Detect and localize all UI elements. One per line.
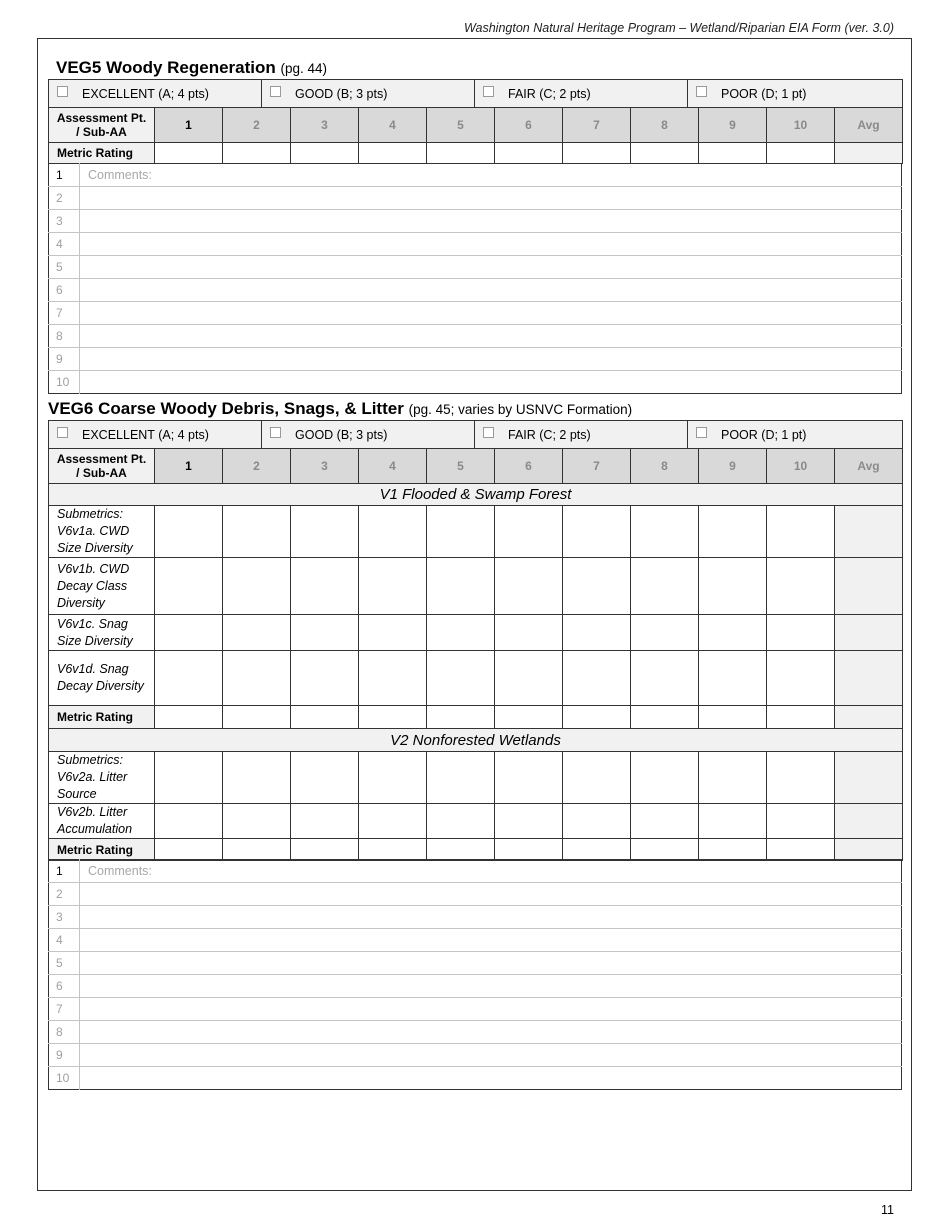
- veg6-title-text: VEG6 Coarse Woody Debris, Snags, & Litter: [48, 399, 404, 418]
- comment-row-number: 6: [49, 279, 80, 302]
- label-line: Submetrics:: [57, 753, 123, 767]
- checkbox-icon[interactable]: [483, 86, 494, 97]
- grid-cell[interactable]: [359, 558, 427, 615]
- grid-cell[interactable]: [563, 615, 631, 651]
- grid-cell[interactable]: [631, 558, 699, 615]
- grid-cell[interactable]: [427, 839, 495, 861]
- grid-cell[interactable]: [767, 558, 835, 615]
- rating-label: EXCELLENT (A; 4 pts): [82, 428, 209, 442]
- rating-label: GOOD (B; 3 pts): [295, 428, 388, 442]
- veg5-title-text: VEG5 Woody Regeneration: [56, 58, 276, 77]
- comment-row-number: 5: [49, 256, 80, 279]
- grid-cell[interactable]: [495, 143, 563, 164]
- v1-heading-row: [49, 484, 903, 506]
- grid-cell[interactable]: [155, 506, 223, 558]
- grid-cell[interactable]: [359, 839, 427, 861]
- veg6-title: [48, 399, 632, 419]
- label-line: / Sub-AA: [76, 466, 127, 480]
- v2-heading-row: [49, 729, 903, 752]
- comment-row-number: 9: [49, 348, 80, 371]
- grid-cell[interactable]: [155, 839, 223, 861]
- submetric-label: [49, 558, 155, 615]
- grid-cell[interactable]: [563, 506, 631, 558]
- col-header: 2: [223, 108, 291, 143]
- veg5-grid: [48, 107, 903, 164]
- label-line: V6v1b. CWD: [57, 561, 130, 576]
- grid-cell[interactable]: [631, 706, 699, 729]
- metric-rating-label: Metric Rating: [49, 839, 155, 861]
- comment-field[interactable]: [80, 998, 902, 1021]
- submetric-label: [49, 651, 155, 706]
- submetric-row: [49, 752, 903, 804]
- comment-field[interactable]: [80, 279, 902, 302]
- grid-cell[interactable]: [427, 506, 495, 558]
- veg5-rating-good[interactable]: [262, 80, 475, 108]
- grid-cell[interactable]: [699, 651, 767, 706]
- comment-field[interactable]: [80, 883, 902, 906]
- grid-cell[interactable]: [359, 651, 427, 706]
- grid-cell[interactable]: [699, 804, 767, 839]
- grid-cell[interactable]: [359, 706, 427, 729]
- grid-cell[interactable]: [631, 839, 699, 861]
- grid-cell[interactable]: [291, 143, 359, 164]
- comment-row-number: 10: [49, 371, 80, 394]
- grid-cell[interactable]: [427, 706, 495, 729]
- veg5-comments: [48, 163, 902, 394]
- rating-label: POOR (D; 1 pt): [721, 428, 807, 442]
- comment-field[interactable]: [80, 1021, 902, 1044]
- grid-cell[interactable]: [427, 143, 495, 164]
- col-header: 4: [359, 108, 427, 143]
- grid-cell[interactable]: [359, 752, 427, 804]
- col-header: 9: [699, 108, 767, 143]
- submetric-label: [49, 506, 155, 558]
- assessment-pt-label: [49, 449, 155, 484]
- metric-rating-label: Metric Rating: [49, 143, 155, 164]
- avg-cell: [835, 706, 903, 729]
- veg5-rating-fair[interactable]: [475, 80, 688, 108]
- grid-cell[interactable]: [291, 706, 359, 729]
- metric-rating-label: Metric Rating: [49, 706, 155, 729]
- submetric-row: [49, 651, 903, 706]
- grid-cell[interactable]: [223, 506, 291, 558]
- label-line: Decay Class: [57, 578, 128, 593]
- grid-cell[interactable]: [291, 651, 359, 706]
- grid-cell[interactable]: [495, 506, 563, 558]
- page-number: 11: [881, 1203, 894, 1217]
- avg-cell: [835, 506, 903, 558]
- grid-header-row: [49, 108, 903, 143]
- label-line: Assessment Pt.: [56, 452, 147, 466]
- comment-field[interactable]: [80, 302, 902, 325]
- comment-field[interactable]: [80, 256, 902, 279]
- label-line: Assessment Pt.: [56, 111, 147, 125]
- comment-field[interactable]: Comments:: [88, 864, 152, 878]
- submetric-row: [49, 615, 903, 651]
- grid-cell[interactable]: [427, 615, 495, 651]
- grid-cell[interactable]: [495, 558, 563, 615]
- grid-cell[interactable]: [699, 558, 767, 615]
- comment-row-number: 2: [49, 883, 80, 906]
- veg5-title: [56, 58, 327, 78]
- grid-cell[interactable]: [631, 651, 699, 706]
- grid-cell[interactable]: [223, 558, 291, 615]
- grid-cell[interactable]: [767, 143, 835, 164]
- comment-row-number: 4: [49, 233, 80, 256]
- grid-cell[interactable]: [563, 706, 631, 729]
- checkbox-icon[interactable]: [270, 86, 281, 97]
- veg6-rating-good[interactable]: [262, 421, 475, 449]
- grid-cell[interactable]: [223, 839, 291, 861]
- label-line: Source: [57, 787, 97, 801]
- grid-cell[interactable]: [291, 804, 359, 839]
- comment-field[interactable]: [80, 233, 902, 256]
- comment-field[interactable]: [80, 906, 902, 929]
- col-header: 1: [155, 449, 223, 484]
- checkbox-icon[interactable]: [696, 86, 707, 97]
- comment-field[interactable]: [80, 929, 902, 952]
- grid-cell[interactable]: [631, 804, 699, 839]
- grid-cell[interactable]: [495, 706, 563, 729]
- col-header: 5: [427, 449, 495, 484]
- submetric-label: [49, 615, 155, 651]
- grid-cell[interactable]: [767, 651, 835, 706]
- grid-cell[interactable]: [699, 506, 767, 558]
- veg6-rating-poor[interactable]: [688, 421, 903, 449]
- comment-row-number: 9: [49, 1044, 80, 1067]
- veg5-rating-excellent[interactable]: [49, 80, 262, 108]
- comment-row-number: 7: [49, 998, 80, 1021]
- comment-row-number: 2: [49, 187, 80, 210]
- metric-rating-row: [49, 143, 903, 164]
- grid-cell[interactable]: [427, 651, 495, 706]
- submetric-row: [49, 558, 903, 615]
- grid-cell[interactable]: [359, 506, 427, 558]
- grid-cell[interactable]: [563, 143, 631, 164]
- label-line: V6v2a. Litter: [57, 770, 128, 784]
- grid-cell[interactable]: [427, 752, 495, 804]
- veg6-rating-fair[interactable]: [475, 421, 688, 449]
- col-header: 6: [495, 449, 563, 484]
- grid-cell[interactable]: [563, 558, 631, 615]
- grid-cell[interactable]: [767, 839, 835, 861]
- avg-cell: [835, 651, 903, 706]
- assessment-pt-label: [49, 108, 155, 143]
- grid-cell[interactable]: [155, 752, 223, 804]
- comment-field[interactable]: [80, 325, 902, 348]
- label-line: V6v1c. Snag: [57, 616, 128, 631]
- veg6-comments: [48, 859, 902, 1090]
- rating-label: FAIR (C; 2 pts): [508, 428, 591, 442]
- grid-cell[interactable]: [155, 615, 223, 651]
- avg-cell: [835, 558, 903, 615]
- grid-cell[interactable]: [155, 143, 223, 164]
- grid-cell[interactable]: [495, 839, 563, 861]
- grid-cell[interactable]: [563, 752, 631, 804]
- veg5-rating-poor[interactable]: [688, 80, 903, 108]
- label-line: Diversity: [57, 595, 105, 610]
- grid-cell[interactable]: [291, 558, 359, 615]
- avg-cell: [835, 839, 903, 861]
- col-header: 2: [223, 449, 291, 484]
- grid-cell[interactable]: [155, 651, 223, 706]
- grid-cell[interactable]: [359, 143, 427, 164]
- grid-cell[interactable]: [767, 506, 835, 558]
- veg5-page-ref: (pg. 44): [280, 61, 328, 76]
- grid-cell[interactable]: [563, 651, 631, 706]
- grid-cell[interactable]: [631, 506, 699, 558]
- submetric-label: [49, 752, 155, 804]
- grid-cell[interactable]: [767, 706, 835, 729]
- comment-field[interactable]: [80, 952, 902, 975]
- col-header: 5: [427, 108, 495, 143]
- col-header: 6: [495, 108, 563, 143]
- label-line: Size Diversity: [57, 541, 133, 555]
- comment-row-number: 8: [49, 325, 80, 348]
- checkbox-icon[interactable]: [57, 427, 68, 438]
- veg6-rating-options: [48, 420, 903, 449]
- rating-label: POOR (D; 1 pt): [721, 87, 807, 101]
- grid-cell[interactable]: [223, 143, 291, 164]
- submetric-label: [49, 804, 155, 839]
- comment-field[interactable]: [80, 348, 902, 371]
- form-header: Washington Natural Heritage Program – Wetland/Riparian EIA Form (ver. 3.0): [463, 21, 894, 35]
- grid-cell[interactable]: [699, 752, 767, 804]
- metric-rating-row: [49, 839, 903, 861]
- grid-cell[interactable]: [631, 143, 699, 164]
- grid-cell[interactable]: [699, 839, 767, 861]
- comment-row-number: 1: [49, 860, 80, 883]
- grid-cell[interactable]: [563, 839, 631, 861]
- label-line: V6v1d. Snag: [57, 662, 129, 676]
- comment-row-number: 10: [49, 1067, 80, 1090]
- avg-cell: [835, 804, 903, 839]
- metric-rating-row: [49, 706, 903, 729]
- grid-header-row: [49, 449, 903, 484]
- col-header: 8: [631, 449, 699, 484]
- checkbox-icon[interactable]: [57, 86, 68, 97]
- comment-row-number: 5: [49, 952, 80, 975]
- comment-row-number: 8: [49, 1021, 80, 1044]
- col-header: Avg: [835, 449, 903, 484]
- grid-cell[interactable]: [359, 804, 427, 839]
- checkbox-icon[interactable]: [483, 427, 494, 438]
- avg-cell: [835, 752, 903, 804]
- label-line: / Sub-AA: [76, 125, 127, 139]
- grid-cell[interactable]: [495, 804, 563, 839]
- grid-cell[interactable]: [767, 752, 835, 804]
- grid-cell[interactable]: [223, 706, 291, 729]
- comment-field[interactable]: [80, 210, 902, 233]
- rating-label: FAIR (C; 2 pts): [508, 87, 591, 101]
- comment-row-number: 3: [49, 210, 80, 233]
- label-line: Decay Diversity: [57, 679, 144, 693]
- col-header: 10: [767, 108, 835, 143]
- comment-row-number: 7: [49, 302, 80, 325]
- col-header: 7: [563, 449, 631, 484]
- grid-cell[interactable]: [495, 752, 563, 804]
- comment-field[interactable]: [80, 371, 902, 394]
- grid-cell[interactable]: [495, 651, 563, 706]
- grid-cell[interactable]: [631, 752, 699, 804]
- comment-field[interactable]: Comments:: [88, 168, 152, 182]
- col-header: 1: [155, 108, 223, 143]
- comment-field[interactable]: [80, 1044, 902, 1067]
- grid-cell[interactable]: [699, 706, 767, 729]
- avg-cell: [835, 615, 903, 651]
- checkbox-icon[interactable]: [696, 427, 707, 438]
- label-line: V6v2b. Litter: [57, 805, 128, 819]
- grid-cell[interactable]: [223, 752, 291, 804]
- v2-heading: V2 Nonforested Wetlands: [49, 729, 903, 752]
- comment-row-number: 4: [49, 929, 80, 952]
- col-header: 3: [291, 108, 359, 143]
- col-header: Avg: [835, 108, 903, 143]
- label-line: Size Diversity: [57, 633, 133, 648]
- veg6-grid: [48, 448, 903, 861]
- grid-cell[interactable]: [631, 615, 699, 651]
- col-header: 3: [291, 449, 359, 484]
- label-line: V6v1a. CWD: [57, 524, 130, 538]
- comment-field[interactable]: [80, 1067, 902, 1090]
- rating-label: GOOD (B; 3 pts): [295, 87, 388, 101]
- submetric-row: [49, 804, 903, 839]
- grid-cell[interactable]: [699, 143, 767, 164]
- submetric-row: [49, 506, 903, 558]
- grid-cell[interactable]: [767, 804, 835, 839]
- avg-cell: [835, 143, 903, 164]
- col-header: 7: [563, 108, 631, 143]
- col-header: 10: [767, 449, 835, 484]
- comment-row-number: 6: [49, 975, 80, 998]
- veg6-rating-excellent[interactable]: [49, 421, 262, 449]
- grid-cell[interactable]: [291, 506, 359, 558]
- veg5-rating-options: [48, 79, 903, 108]
- veg6-page-ref: (pg. 45; varies by USNVC Formation): [408, 402, 633, 417]
- comment-field[interactable]: [80, 975, 902, 998]
- grid-cell[interactable]: [155, 558, 223, 615]
- grid-cell[interactable]: [699, 615, 767, 651]
- grid-cell[interactable]: [495, 615, 563, 651]
- grid-cell[interactable]: [427, 804, 495, 839]
- grid-cell[interactable]: [223, 804, 291, 839]
- rating-label: EXCELLENT (A; 4 pts): [82, 87, 209, 101]
- grid-cell[interactable]: [427, 558, 495, 615]
- grid-cell[interactable]: [155, 804, 223, 839]
- grid-cell[interactable]: [291, 752, 359, 804]
- grid-cell[interactable]: [291, 615, 359, 651]
- grid-cell[interactable]: [359, 615, 427, 651]
- col-header: 9: [699, 449, 767, 484]
- checkbox-icon[interactable]: [270, 427, 281, 438]
- grid-cell[interactable]: [563, 804, 631, 839]
- v1-heading: V1 Flooded & Swamp Forest: [49, 484, 903, 506]
- comment-row-number: 1: [49, 164, 80, 187]
- col-header: 8: [631, 108, 699, 143]
- grid-cell[interactable]: [155, 706, 223, 729]
- col-header: 4: [359, 449, 427, 484]
- grid-cell[interactable]: [291, 839, 359, 861]
- label-line: Accumulation: [57, 822, 133, 836]
- comment-field[interactable]: [80, 187, 902, 210]
- grid-cell[interactable]: [223, 615, 291, 651]
- grid-cell[interactable]: [223, 651, 291, 706]
- label-line: Submetrics:: [57, 507, 123, 521]
- grid-cell[interactable]: [767, 615, 835, 651]
- comment-row-number: 3: [49, 906, 80, 929]
